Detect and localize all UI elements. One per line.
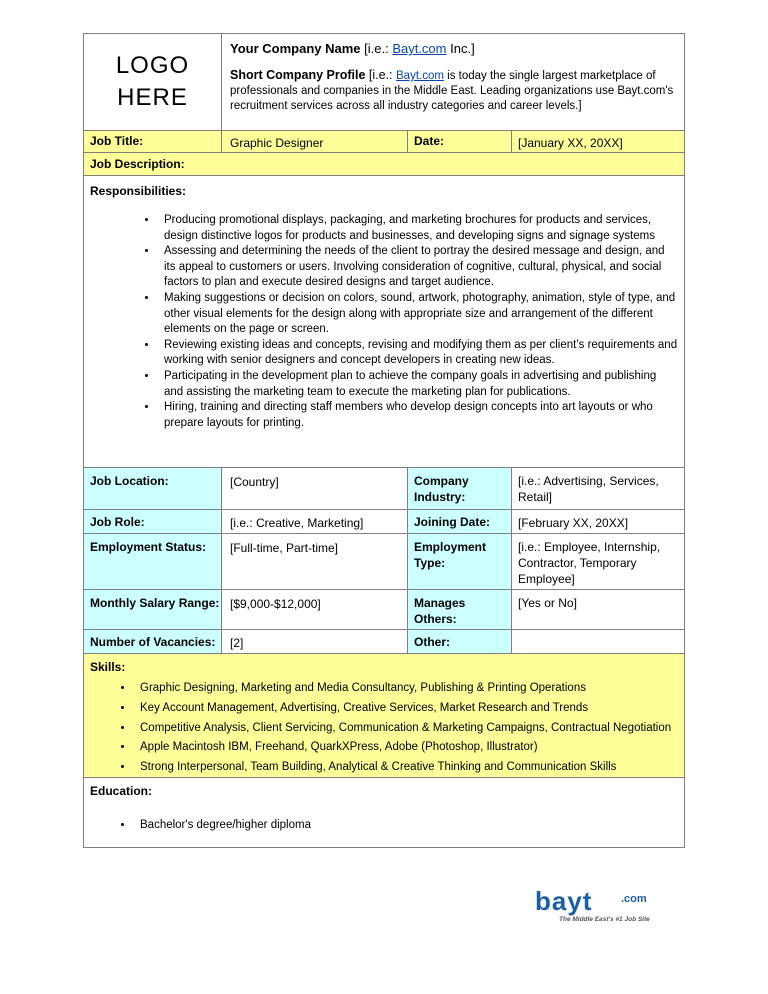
bayt-logo-tagline: The Middle East's #1 Job Site [559, 916, 650, 923]
date-value: [January XX, 20XX] [511, 131, 684, 152]
company-industry-value: [i.e.: Advertising, Services, Retail] [511, 468, 684, 509]
profile-label: Short Company Profile [230, 68, 366, 82]
education-item: • Bachelor's degree/higher diploma [134, 817, 678, 833]
company-name-label: Your Company Name [230, 41, 361, 56]
job-description-label: Job Description: [90, 157, 185, 171]
job-title-value: Graphic Designer [221, 131, 407, 152]
detail-row-employment [84, 533, 684, 589]
profile-pre: [i.e.: [365, 68, 397, 82]
detail-row-role [84, 509, 684, 533]
salary-range-label: Monthly Salary Range: [84, 590, 221, 629]
skill-item: • Strong Interpersonal, Team Building, Analytical & Creative Thinking and Communication Skills [134, 758, 678, 778]
education-row [84, 777, 684, 847]
responsibility-item: • Reviewing existing ideas and concepts, revising and modifying them as per client’s requirements and working with senior designers and concept developers in creating new ideas. [158, 338, 678, 369]
responsibility-item: • Assessing and determining the needs of the client to portray the desired message and design, and its appeal to customers or users. Involving consideration of cognitive, cultural, physical, and social factors to plan and execute desired designs and target audience. [158, 244, 678, 291]
company-link[interactable]: Bayt.com [392, 41, 447, 56]
profile-link[interactable]: Bayt.com [396, 70, 444, 82]
employment-type-value: [i.e.: Employee, Internship, Contractor, Temporary Employee] [511, 534, 684, 589]
responsibility-item: • Participating in the development plan to achieve the company goals in advertising and publishing and assisting the marketing team to execute the marketing plan for publications. [158, 369, 678, 400]
bayt-logo [535, 888, 685, 929]
skill-item: • Apple Macintosh IBM, Freehand, QuarkXPress, Adobe (Photoshop, Illustrator) [134, 738, 678, 758]
date-label: Date: [407, 131, 511, 152]
manages-others-label: Manages Others: [407, 590, 511, 629]
company-name [230, 40, 676, 58]
vacancies-label: Number of Vacancies: [84, 630, 221, 653]
responsibilities-label: Responsibilities: [90, 184, 187, 198]
skills-section [84, 654, 684, 777]
other-value [511, 630, 684, 653]
responsibility-item: • Producing promotional displays, packaging, and marketing brochures for products and services, design distinctive logos for products and businesses, and developing signs and signage systems [158, 213, 678, 244]
responsibilities-list [90, 213, 678, 431]
bayt-logo-text: bayt [535, 888, 593, 916]
bayt-logo-suffix: .com [621, 893, 647, 905]
skill-item: • Key Account Management, Advertising, Creative Services, Market Research and Trends [134, 699, 678, 719]
company-industry-label: Company Industry: [407, 468, 511, 509]
skills-list [90, 679, 678, 778]
bayt-logo-graphic [535, 888, 685, 924]
other-label: Other: [407, 630, 511, 653]
job-description-row [84, 152, 684, 175]
job-title-row [84, 130, 684, 152]
joining-date-value: [February XX, 20XX] [511, 510, 684, 533]
detail-row-salary [84, 589, 684, 629]
responsibilities-row [84, 175, 684, 467]
responsibility-item: • Hiring, training and directing staff members who develop design concepts into art layouts or who prepare layouts for printing. [158, 400, 678, 431]
company-profile [230, 68, 676, 114]
education-section [84, 778, 684, 847]
salary-range-value: [$9,000-$12,000] [221, 590, 407, 629]
company-name-pre: [i.e.: [360, 41, 393, 56]
responsibilities-section [84, 176, 684, 467]
logo-line2: HERE [117, 84, 188, 111]
header-row [84, 34, 684, 130]
job-description-form [83, 33, 685, 848]
detail-row-vacancies [84, 629, 684, 653]
vacancies-value: [2] [221, 630, 407, 653]
skills-row [84, 653, 684, 777]
logo-placeholder [84, 34, 221, 130]
job-role-label: Job Role: [84, 510, 221, 533]
employment-status-value: [Full-time, Part-time] [221, 534, 407, 589]
responsibility-item: • Making suggestions or decision on colors, sound, artwork, photography, animation, style of type, and other visual elements for the design along with appropriate size and arrangement of the different elements on the page or screen. [158, 291, 678, 338]
education-list [90, 817, 678, 833]
education-label: Education: [90, 784, 152, 798]
company-info [221, 34, 684, 130]
company-name-post: Inc.] [446, 41, 475, 56]
skill-item: • Competitive Analysis, Client Servicing, Communication & Marketing Campaigns, Contractual Negotiation [134, 719, 678, 739]
employment-type-label: Employment Type: [407, 534, 511, 589]
profile-text: is today the single largest marketplace of professionals and companies in the Middle East. Leading organizations use Bayt.com's recruitment services across all industry categories and career levels.] [230, 70, 674, 112]
logo-line1: LOGO [115, 52, 190, 79]
skill-item: • Graphic Designing, Marketing and Media Consultancy, Publishing & Printing Operations [134, 679, 678, 699]
job-role-value: [i.e.: Creative, Marketing] [221, 510, 407, 533]
manages-others-value: [Yes or No] [511, 590, 684, 629]
job-title-label: Job Title: [90, 134, 144, 148]
job-location-label: Job Location: [84, 468, 221, 509]
job-location-value: [Country] [221, 468, 407, 509]
joining-date-label: Joining Date: [407, 510, 511, 533]
detail-row-location [84, 467, 684, 509]
skills-label: Skills: [90, 660, 126, 674]
employment-status-label: Employment Status: [84, 534, 221, 589]
